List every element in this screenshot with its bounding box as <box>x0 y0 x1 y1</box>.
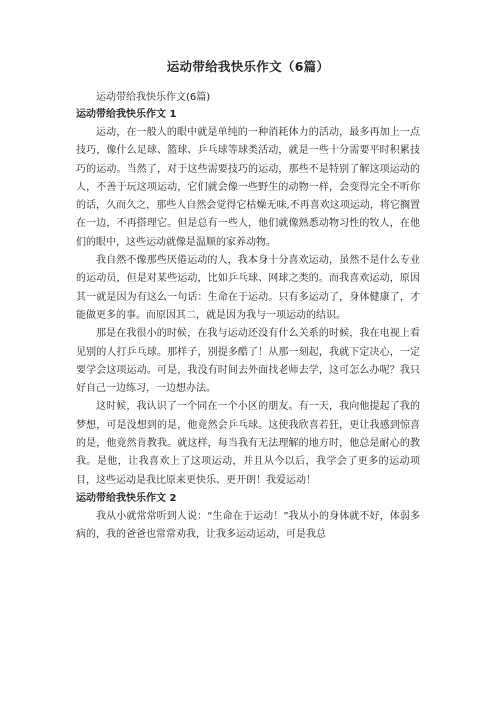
paragraph: 运动，在一般人的眼中就是单纯的一种消耗体力的活动，最多再加上一点技巧，像什么足球、篮球、乒乓球等球类活动，就是一些十分需要平时积累技巧的运动。当然了，对于这些需要技巧的运动，那些不是特别了解这项运动的人，不善于玩这项运动，它们就会像一些野生的动物一样，会变得完全不听你的话，久而久之，那些人自然会觉得它枯燥无味,不再喜欢这项运动，将它搁置在一边，不再搭理它。但是总有一些人，他们就像熟悉动物习性的牧人，在他们的眼中，这些运动就像是温顺的家养动物。 <box>76 127 420 248</box>
essay-section <box>76 106 420 490</box>
document-title: 运动带给我快乐作文（6篇） <box>166 59 330 74</box>
paragraph: 这时候，我认识了一个同在一个小区的朋友。有一天，我向他提起了我的梦想，可是没想到的是，他竟然会乒乓球。这使我欣喜若狂，更让我感到惊喜的是，他竟然肯教我。就这样，每当我有无法理解的地方时，他总是耐心的教我。是他，让我喜欢上了这项运动，并且从今以后，我学会了更多的运动项目，这些运动是我比原来更快乐、更开朗！我爱运动！ <box>76 401 420 486</box>
essay-section <box>76 490 420 545</box>
paragraph: 我从小就常常听到人说：“生命在于运动！”我从小的身体就不好，体弱多病的，我的爸爸也常常劝我，让我多运动运动，可是我总 <box>76 510 420 541</box>
section-heading: 运动带给我快乐作文 2 <box>76 492 177 504</box>
paragraph: 我自然不像那些厌倦运动的人，我本身十分喜欢运动，虽然不是什么专业的运动员，但是对某些运动，比如乒乓球、网球之类的。而我喜欢运动，原因其一就是因为有这么一句话：生命在于运动。只有多运动了，身体健康了，才能做更多的事。而原因其二，就是因为我与一项运动的结识。 <box>76 255 420 321</box>
document-subtitle: 运动带给我快乐作文(6篇) <box>96 92 211 103</box>
paragraph: 那是在我很小的时候，在我与运动还没有什么关系的时候，我在电视上看见别的人打乒乓球。那样子，别提多酷了！从那一刻起，我就下定决心，一定要学会这项运动。可是，我没有时间去外面找老师去学，这可怎么办呢？我只好自己一边练习，一边想办法。 <box>76 328 420 395</box>
section-heading: 运动带给我快乐作文 1 <box>76 109 177 120</box>
